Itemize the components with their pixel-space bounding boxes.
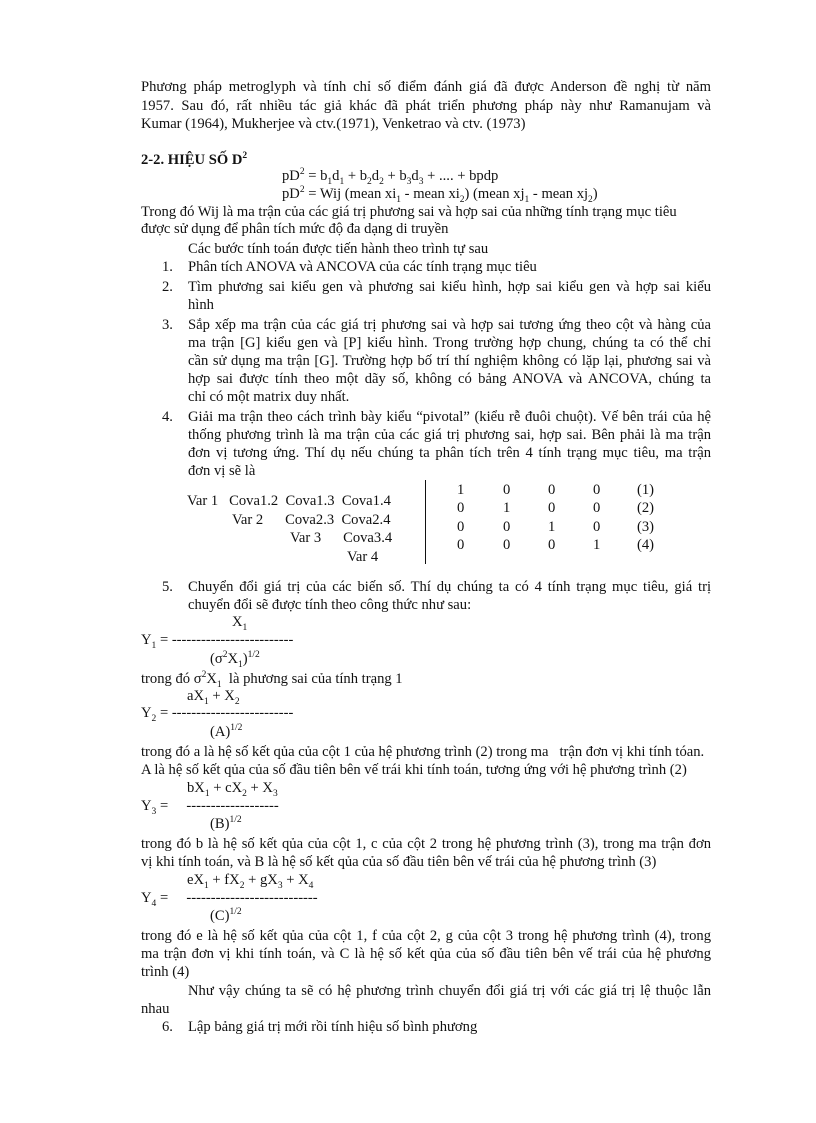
y2-note-line-2: A là hệ số kết qủa của số đầu tiên bên vế trái khi tính toán, tương ứng với hệ phương trình (2) [141, 762, 687, 778]
matrix-cell: 0 [548, 500, 556, 516]
y3-denominator: $(B)^{1/2}$ [210, 815, 242, 832]
step-4-line-2: thống phương trình là ma trận của các giá trị phương sai, hợp sai. Bên phải là ma trận [188, 427, 711, 443]
y4-note-line-2: ma trận đơn vị khi tính toán, và C là hệ số kết qủa của số đầu tiên bên vế trái của hệ phương [141, 946, 711, 962]
y3-note-line-2: vị khi tính toán, và B là hệ số kết qủa của số đầu tiên bên vế trái của hệ phương trình (3) [141, 854, 657, 870]
intro-line-3: Kumar (1964), Mukherjee và ctv.(1971), Venketrao và ctv. (1973) [141, 116, 526, 132]
y4-equation-line: $Y_4$ = --------------------------- [141, 890, 318, 909]
step-3-line-2: ma trận [G] kiểu gen và [P] kiểu hình. Trong trường hợp chung, chúng ta có thể chỉ [188, 335, 711, 351]
y4-note-line-3: trình (4) [141, 964, 190, 980]
step-2-line-2: hình [188, 297, 214, 313]
step-2-line-1: Tìm phương sai kiểu gen và phương sai kiểu hình, hợp sai kiểu gen và hợp sai kiểu [188, 279, 711, 295]
matrix-cell: 1 [503, 500, 511, 516]
y3-equation-line: $Y_3$ = ------------------- [141, 798, 279, 817]
formula-pd2-sum: $pD^2 = b_1d_1 + b_2d_2 + b_3d_3$ + .... + bpdp [282, 167, 499, 187]
matrix-cell: 0 [548, 482, 556, 498]
step-6-text: Lập bảng giá trị mới rồi tính hiệu số bình phương [188, 1019, 478, 1035]
closing-line-1: Như vậy chúng ta sẽ có hệ phương trình chuyển đổi giá trị với các giá trị lệ thuộc lẫn [188, 983, 711, 999]
y4-numerator: $eX_1 + fX_2 + gX_3 + X_4$ [187, 872, 314, 891]
section-heading: 2-2. HIỆU SỐ $D^2$ [141, 151, 248, 168]
y1-numerator: $X_1$ [232, 614, 248, 633]
step-number: 1. [162, 259, 173, 275]
matrix-cell: 0 [503, 537, 511, 553]
step-5-line-2: chuyển đổi sẽ được tính theo công thức như sau: [188, 597, 472, 613]
y2-note-line-1: trong đó a là hệ số kết qủa của cột 1 của hệ phương trình (2) trong ma trận đơn vị khi tính tóan. [141, 744, 705, 760]
y4-denominator: $(C)^{1/2}$ [210, 907, 242, 924]
step-number: 2. [162, 279, 173, 295]
step-4-line-3: đơn vị tương ứng. Thí dụ nếu chúng ta phân tích trên 4 tính trạng mục tiêu, ma trận [188, 445, 711, 461]
formula-pd2-wij: $pD^2$ = Wij (mean $xi_1$ - mean $xi_2$) (mean $xj_1$ - mean $xj_2$) [282, 185, 598, 205]
matrix-cell: 0 [548, 537, 556, 553]
y3-numerator: $bX_1 + cX_2 + X_3$ [187, 780, 278, 799]
matrix-cell: 0 [593, 482, 601, 498]
step-number: 3. [162, 317, 173, 333]
y4-note-line-1: trong đó e là hệ số kết qủa của cột 1, f của cột 2, g của cột 3 trong hệ phương trình (4), trong [141, 928, 711, 944]
y1-equation-line: $Y_1$ = ------------------------- [141, 632, 294, 651]
matrix-cell: 0 [503, 482, 511, 498]
matrix-left-row-3: Var 3 Cova3.4 [290, 530, 393, 546]
step-number: 6. [162, 1019, 173, 1035]
step-1-text: Phân tích ANOVA và ANCOVA của các tính trạng mục tiêu [188, 259, 537, 275]
step-3-line-4: hợp sai được tính theo một dãy số, không có bảng ANOVA và ANCOVA, chúng ta [188, 371, 711, 387]
step-number: 5. [162, 579, 173, 595]
y2-equation-line: $Y_2$ = ------------------------- [141, 705, 294, 724]
matrix-left-row-1: Var 1 Cova1.2 Cova1.3 Cova1.4 [187, 493, 391, 509]
matrix-row-label: (4) [637, 537, 655, 553]
closing-line-2: nhau [141, 1001, 170, 1017]
step-3-line-1: Sắp xếp ma trận của các giá trị phương sai và hợp sai tương ứng theo cột và hàng của [188, 317, 711, 333]
matrix-row-label: (2) [637, 500, 655, 516]
y1-note: trong đó $\sigma^2X_1$ là phương sai của tính trạng 1 [141, 670, 403, 690]
step-3-line-5: chỉ có một matrix duy nhất. [188, 389, 350, 405]
step-4-line-1: Giải ma trận theo cách trình bày kiểu “pivotal” (kiểu rễ đuôi chuột). Vế bên trái của hệ [188, 409, 711, 425]
matrix-left-row-2: Var 2 Cova2.3 Cova2.4 [232, 512, 391, 528]
body-line-3: Các bước tính toán được tiến hành theo trình tự sau [188, 241, 489, 257]
y1-denominator: $(\sigma^2X_1)^{1/2}$ [210, 650, 260, 670]
matrix-left-row-4: Var 4 [347, 549, 379, 565]
body-line-1: Trong đó Wij là ma trận của các giá trị phương sai và hợp sai của những tính trạng mục tiêu [141, 204, 677, 220]
matrix-cell: 0 [457, 537, 465, 553]
matrix-cell: 0 [457, 500, 465, 516]
matrix-cell: 0 [503, 519, 511, 535]
step-3-line-3: cần sử dụng ma trận [G]. Trường hợp bố trí thí nghiệm không có lặp lại, phương sai và [188, 353, 711, 369]
step-5-line-1: Chuyển đổi giá trị của các biến số. Thí dụ chúng ta có 4 tính trạng mục tiêu, giá trị [188, 579, 711, 595]
matrix-row-label: (3) [637, 519, 655, 535]
step-number: 4. [162, 409, 173, 425]
matrix-cell: 1 [593, 537, 601, 553]
intro-line-1: Phương pháp metroglyph và tính chỉ số điểm đánh giá đã được Anderson đề nghị từ năm [141, 79, 711, 95]
step-4-line-4: đơn vị sẽ là [188, 463, 256, 479]
matrix-divider [425, 480, 426, 564]
matrix-cell: 1 [548, 519, 556, 535]
intro-line-2: 1957. Sau đó, rất nhiều tác giả khác đã phát triển phương pháp này như Ramanujam và [141, 98, 711, 114]
body-line-2: được sử dụng để phân tích mức độ đa dạng di truyền [141, 221, 449, 237]
matrix-cell: 0 [593, 500, 601, 516]
matrix-row-label: (1) [637, 482, 655, 498]
matrix-cell: 1 [457, 482, 465, 498]
y2-numerator: $aX_1 + X_2$ [187, 688, 240, 707]
y2-denominator: $(A)^{1/2}$ [210, 723, 243, 740]
y3-note-line-1: trong đó b là hệ số kết qủa của cột 1, c của cột 2 trong hệ phương trình (3), trong ma trận đơn [141, 836, 711, 852]
matrix-cell: 0 [593, 519, 601, 535]
matrix-cell: 0 [457, 519, 465, 535]
